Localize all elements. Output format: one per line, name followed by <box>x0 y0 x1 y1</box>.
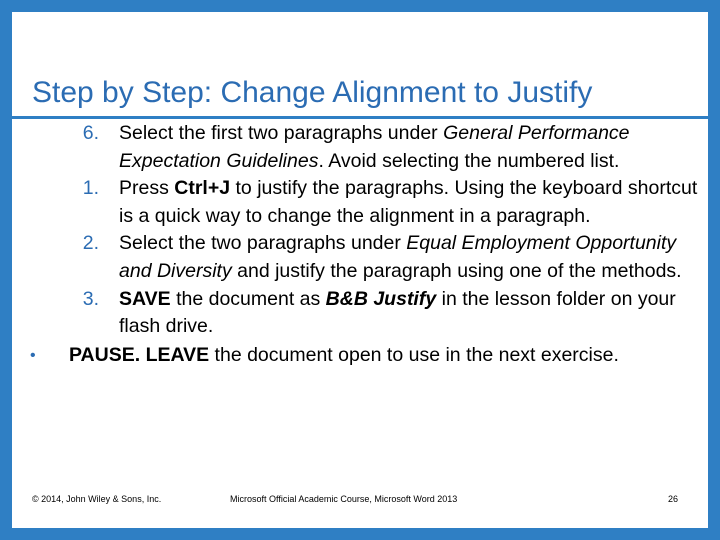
text-run: Select the first two paragraphs under <box>119 122 444 144</box>
text-run: and justify the paragraph using one of the methods. <box>231 259 682 282</box>
footer-course: Microsoft Official Academic Course, Microsoft Word 2013 <box>230 494 458 504</box>
slide-body <box>12 120 708 369</box>
step-item <box>12 120 708 175</box>
bullet-text <box>69 344 619 366</box>
text-run: . Avoid selecting the numbered list. <box>318 149 620 172</box>
text-run: to justify the paragraphs. Using the keyboard shortcut is a quick way to change the alignment in a paragraph. <box>119 177 698 227</box>
footer-copyright: © 2014, John Wiley & Sons, Inc. <box>32 494 162 504</box>
footer-page-number: 26 <box>667 494 678 504</box>
step-text <box>119 232 682 282</box>
step-item <box>12 230 708 285</box>
step-text <box>119 122 630 172</box>
text-run: General Performance Expectation Guidelines <box>119 122 630 172</box>
text-run: SAVE <box>119 287 171 310</box>
step-number: 6. <box>82 122 99 144</box>
text-run: Select the two paragraphs under <box>119 232 407 255</box>
slide <box>12 12 708 528</box>
text-run: PAUSE. LEAVE <box>69 343 210 366</box>
step-text <box>119 288 676 338</box>
title-divider <box>12 116 708 119</box>
text-run: Ctrl+J <box>174 177 231 200</box>
text-run: in the lesson folder on your flash drive. <box>119 287 676 338</box>
step-number: 3. <box>82 287 99 310</box>
slide-title: Step by Step: Change Alignment to Justify <box>32 76 593 109</box>
step-item <box>12 286 708 341</box>
text-run: the document as <box>170 287 326 310</box>
text-run: the document open to use in the next exercise. <box>209 343 619 366</box>
text-run: Equal Employment Opportunity and Diversity <box>119 232 677 282</box>
bullet-icon: • <box>30 346 36 364</box>
text-run: B&B Justify <box>325 287 437 310</box>
step-number: 2. <box>82 232 99 255</box>
text-run: Press <box>119 177 175 200</box>
step-text <box>119 177 697 227</box>
step-item <box>12 175 708 230</box>
bullet-item <box>12 342 708 370</box>
step-number: 1. <box>82 177 99 200</box>
